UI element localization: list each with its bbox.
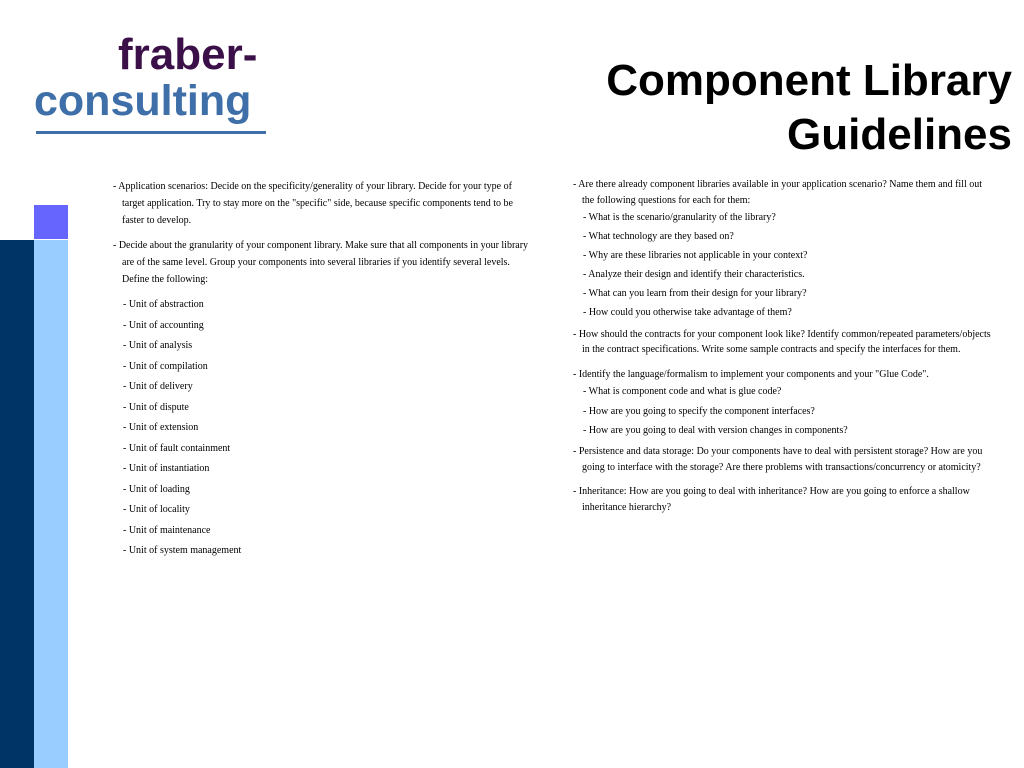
list-item: - Unit of delivery: [123, 381, 193, 392]
list-item: - Unit of loading: [123, 483, 190, 495]
paragraph-inheritance: - Inheritance: How are you going to deal with inheritance? How are you going to enforce a shallow inheritance hierarchy?: [573, 486, 970, 513]
paragraph-application-scenarios: - Application scenarios: Decide on the specificity/generality of your library. Decide for your type of target application. Try to stay more on the "specific" side, because specific components tend to be faster to develop.: [113, 181, 513, 226]
list-item: - Unit of compilation: [123, 360, 208, 372]
logo-text-consulting: consulting: [34, 77, 252, 125]
list-item: - Unit of accounting: [123, 319, 204, 331]
right-column: [573, 177, 993, 524]
page-title: [606, 54, 1012, 162]
list-item: - Unit of abstraction: [123, 299, 204, 310]
list-item: - Unit of locality: [123, 504, 190, 515]
paragraph-contracts: - How should the contracts for your component look like? Identify common/repeated parameters/objects in the contract specifications. Write some sample contracts and specify the interfaces for them.: [573, 328, 991, 356]
list-item: - How could you otherwise take advantage of them?: [583, 307, 792, 319]
list-item: - What can you learn from their design for your library?: [583, 288, 807, 300]
list-item: - Why are these libraries not applicable in your context?: [583, 250, 808, 262]
list-item: - Analyze their design and identify their characteristics.: [583, 269, 805, 281]
list-item: - Unit of system management: [123, 545, 242, 556]
list-item: - How are you going to deal with version changes in components?: [583, 424, 848, 436]
paragraph-existing-libraries: - Are there already component libraries available in your application scenario? Name them and fill out the following questions for each for them:: [573, 179, 983, 206]
list-item: - Unit of dispute: [123, 401, 189, 413]
language-formalism-questions: [573, 384, 993, 438]
paragraph-persistence: - Persistence and data storage: Do your components have to deal with persistent storage? How are you going to interface with the storage? Are there problems with transactions/concurrency or atomicity?: [573, 446, 983, 473]
left-column: [113, 178, 533, 565]
list-item: - Unit of analysis: [123, 340, 193, 351]
list-item: - How are you going to specify the component interfaces?: [583, 405, 815, 417]
list-item: - Unit of maintenance: [123, 524, 211, 536]
paragraph-granularity: - Decide about the granularity of your component library. Make sure that all components in your library are of the same level. Group your components into several libraries if you identify several levels. Define the following:: [113, 240, 529, 285]
page-title-line2: Guidelines: [787, 110, 1012, 159]
list-item: - Unit of extension: [123, 422, 199, 433]
list-item: - Unit of instantiation: [123, 463, 210, 474]
existing-libraries-questions: [573, 210, 993, 321]
list-item: - Unit of fault containment: [123, 442, 231, 454]
logo-text-fraber: fraber-: [118, 30, 258, 79]
logo-underline: [36, 131, 266, 134]
page-title-line1: Component Library: [606, 56, 1012, 105]
list-item: - What is the scenario/granularity of the library?: [583, 212, 776, 223]
list-item: - What is component code and what is glue code?: [583, 386, 782, 398]
decorative-bar-light: [34, 240, 68, 768]
decorative-bar-dark: [0, 240, 34, 768]
decorative-bar-accent: [34, 205, 68, 239]
list-item: - What technology are they based on?: [583, 231, 734, 243]
unit-list: [113, 296, 533, 559]
paragraph-language-formalism: - Identify the language/formalism to implement your components and your "Glue Code".: [573, 368, 929, 380]
